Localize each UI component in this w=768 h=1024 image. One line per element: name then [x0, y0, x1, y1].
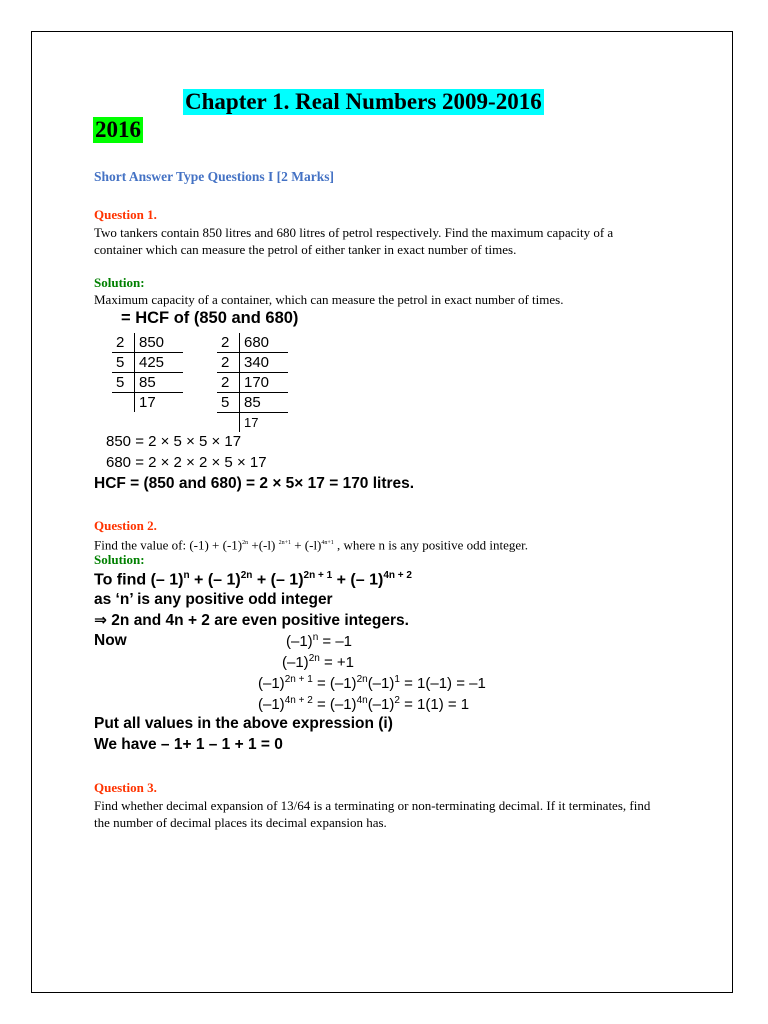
- dividend: 17: [244, 415, 259, 430]
- divisor: [112, 393, 135, 413]
- eq3-sup-1: 2n + 1: [284, 674, 313, 685]
- eq4-b: = (–1): [312, 696, 357, 713]
- hcf-line: = HCF of (850 and 680): [121, 309, 299, 327]
- q2-sup-1: 2n: [242, 540, 249, 546]
- divisor: 2: [217, 373, 240, 393]
- section-heading: Short Answer Type Questions I [2 Marks]: [94, 169, 335, 184]
- tf-a: To find (– 1): [94, 571, 184, 589]
- equation-2: [282, 653, 354, 671]
- eq3-b: = (–1): [312, 675, 357, 692]
- eq3-sup-3: 1: [394, 674, 400, 685]
- solution-1-label: Solution:: [94, 275, 145, 290]
- eq3-sup-2: 2n: [356, 674, 368, 685]
- equation-1: [286, 632, 352, 650]
- now-label: Now: [94, 632, 127, 649]
- question-1-heading: Question 1.: [94, 207, 157, 222]
- tf-sup-3: 2n + 1: [303, 570, 333, 581]
- eq2-b: = +1: [319, 654, 355, 671]
- dividend: 170: [240, 373, 289, 393]
- tf-b: + (– 1): [189, 571, 241, 589]
- put-all-values-line: Put all values in the above expression (i): [94, 715, 393, 732]
- dividend: 85: [240, 393, 289, 413]
- dividend: 17: [139, 394, 156, 411]
- dividend: 680: [240, 333, 289, 353]
- factorization-680: 680 = 2 × 2 × 2 × 5 × 17: [106, 454, 267, 471]
- question-1-text: Two tankers contain 850 litres and 680 litres of petrol respectively. Find the maximum capacity of a container which can measure the petrol of either tanker in exact number of times.: [94, 225, 614, 257]
- eq1-a: (–1): [286, 633, 313, 650]
- eq2-a: (–1): [282, 654, 309, 671]
- tf-sup-1: n: [183, 570, 190, 581]
- eq3-c: (–1): [367, 675, 395, 692]
- eq4-sup-1: 4n + 2: [284, 695, 313, 706]
- q2-text-d: , where n is any positive odd integer.: [333, 537, 529, 553]
- divisor: 2: [217, 353, 240, 373]
- eq2-sup: 2n: [308, 653, 320, 664]
- eq1-b: = –1: [318, 633, 353, 650]
- eq4-c: (–1): [367, 696, 395, 713]
- eq3-d: = 1(–1) = –1: [399, 675, 486, 692]
- question-2-text: [94, 535, 528, 553]
- divisor: 5: [217, 393, 240, 413]
- tf-c: + (– 1): [252, 571, 304, 589]
- eq4-d: = 1(1) = 1: [399, 696, 470, 713]
- dividend: 340: [240, 353, 289, 373]
- factorization-850: 850 = 2 × 5 × 5 × 17: [106, 433, 242, 450]
- divisor: 5: [112, 373, 135, 393]
- even-integer-line: ⇒ 2n and 4n + 2 are even positive integers.: [94, 612, 409, 629]
- dividend: 425: [135, 353, 184, 373]
- tf-d: + (– 1): [332, 571, 384, 589]
- division-680: [217, 333, 288, 432]
- tf-sup-4: 4n + 2: [383, 570, 412, 581]
- year-heading: 2016: [95, 117, 141, 142]
- divisor: 2: [217, 333, 240, 353]
- eq3-a: (–1): [258, 675, 285, 692]
- eq4-sup-2: 4n: [356, 695, 368, 706]
- odd-integer-line: as ‘n’ is any positive odd integer: [94, 591, 333, 608]
- to-find-line: [94, 570, 412, 589]
- eq1-sup: n: [312, 632, 319, 643]
- equation-4: [258, 695, 469, 713]
- dividend: 85: [135, 373, 184, 393]
- question-3-text: Find whether decimal expansion of 13/64 is a terminating or non-terminating decimal. If it terminates, find the number of decimal places its decimal expansion has.: [94, 798, 651, 830]
- q2-text-a: Find the value of: (-1) + (-1): [94, 537, 243, 553]
- chapter-title: Chapter 1. Real Numbers 2009-2016: [185, 89, 542, 114]
- dividend: 850: [135, 333, 184, 353]
- solution-1-text: Maximum capacity of a container, which can measure the petrol in exact number of times.: [94, 292, 564, 307]
- q2-text-b: +(-l): [248, 537, 279, 553]
- question-3-heading: Question 3.: [94, 780, 157, 795]
- divisor: 2: [112, 333, 135, 353]
- question-2-heading: Question 2.: [94, 518, 157, 533]
- divisor: [217, 413, 240, 433]
- eq4-sup-3: 2: [394, 695, 400, 706]
- we-have-line: We have – 1+ 1 – 1 + 1 = 0: [94, 736, 283, 753]
- division-850: [112, 333, 183, 412]
- q2-text-c: + (-l): [290, 537, 322, 553]
- hcf-result: HCF = (850 and 680) = 2 × 5× 17 = 170 litres.: [94, 475, 415, 492]
- tf-sup-2: 2n: [240, 570, 253, 581]
- solution-2-label: Solution:: [94, 552, 145, 567]
- equation-3: [258, 674, 486, 692]
- divisor: 5: [112, 353, 135, 373]
- q2-sup-3: 4n+1: [321, 540, 334, 546]
- eq4-a: (–1): [258, 696, 285, 713]
- q2-sup-2: 2n+1: [278, 540, 291, 546]
